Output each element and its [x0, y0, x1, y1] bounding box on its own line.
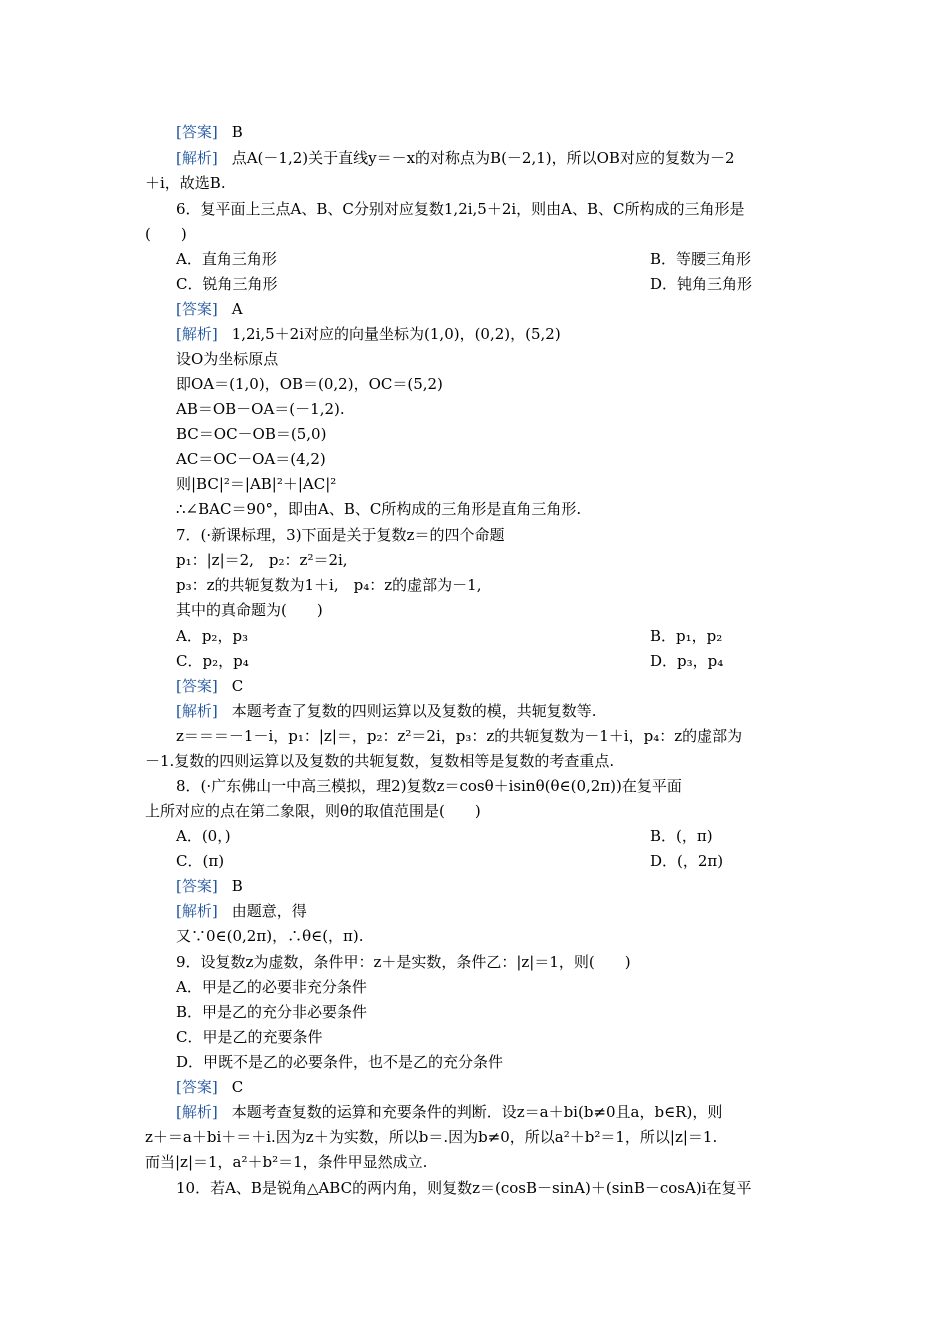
q9-analysis-line — [176, 1102, 841, 1122]
q9-analysis-l3: 而当|z|＝1，a²＋b²＝1，条件甲显然成立. — [145, 1153, 428, 1171]
q6-analysis-l6: AC＝OC－OA＝(4,2) — [176, 450, 326, 468]
q6-analysis-l7: 则|BC|²＝|AB|²＋|AC|² — [176, 475, 337, 493]
q7-analysis-l2: z＝＝＝－1－i，p₁：|z|＝，p₂：z²＝2i，p₃：z的共轭复数为－1＋i，p₄：z的虚部为 — [176, 727, 743, 745]
q5-analysis-line — [176, 148, 841, 168]
q6-analysis-l4: AB＝OB－OA＝(－1,2). — [176, 400, 345, 418]
q6-analysis-text: 1,2i,5＋2i对应的向量坐标为(1,0)，(0,2)，(5,2) — [231, 325, 561, 343]
q7-options-row-2 — [176, 651, 841, 671]
analysis-tag: [解析] — [176, 902, 218, 920]
q6-option-b: B．等腰三角形 — [650, 250, 752, 268]
q8-analysis-text: 由题意，得 — [231, 902, 307, 920]
q6-option-c: C．锐角三角形 — [176, 275, 278, 293]
q8-option-d: D．(，2π) — [650, 852, 724, 870]
q5-analysis-text: 点A(－1,2)关于直线y＝－x的对称点为B(－2,1)，所以OB对应的复数为－2 — [231, 149, 735, 167]
q7-option-d: D．p₃，p₄ — [650, 652, 724, 670]
q9-stem: 9．设复数z为虚数，条件甲：z＋是实数，条件乙：|z|＝1，则( ) — [176, 953, 631, 971]
q6-options-row-2 — [176, 274, 841, 294]
q8-option-b: B．(，π) — [650, 827, 713, 845]
q7-stem: 7．(·新课标理，3)下面是关于复数z＝的四个命题 — [176, 526, 505, 544]
q5-answer: B — [231, 123, 243, 141]
q9-analysis-text: 本题考查复数的运算和充要条件的判断．设z＝a＋bi(b≠0且a，b∈R)，则 — [231, 1103, 723, 1121]
q7-option-b: B．p₁，p₂ — [650, 627, 723, 645]
analysis-tag: [解析] — [176, 702, 218, 720]
q8-analysis-l2: 又∵0∈(0,2π)，∴θ∈(，π). — [176, 927, 364, 945]
answer-tag: [答案] — [176, 1078, 218, 1096]
q9-answer-line — [176, 1077, 841, 1097]
q5-analysis-cont: ＋i，故选B. — [145, 174, 226, 192]
q6-analysis-l3: 即OA＝(1,0)，OB＝(0,2)，OC＝(5,2) — [176, 375, 443, 393]
q6-answer: A — [231, 300, 243, 318]
q6-analysis-l5: BC＝OC－OB＝(5,0) — [176, 425, 327, 443]
q6-option-d: D．钝角三角形 — [650, 275, 753, 293]
q9-option-a: A．甲是乙的必要非充分条件 — [176, 978, 367, 996]
q8-option-c: C．(π) — [176, 852, 225, 870]
answer-tag: [答案] — [176, 677, 218, 695]
q6-options-row-1 — [176, 249, 841, 269]
q8-options-row-1 — [176, 826, 841, 846]
q9-option-d: D．甲既不是乙的必要条件，也不是乙的充分条件 — [176, 1053, 504, 1071]
answer-tag: [答案] — [176, 123, 218, 141]
q7-option-a: A．p₂，p₃ — [176, 627, 249, 645]
q6-analysis-line — [176, 324, 841, 344]
q7-stem-l4: 其中的真命题为( ) — [176, 601, 323, 619]
q9-analysis-l2: z＋＝a＋bi＋＝＋i.因为z＋为实数，所以b＝.因为b≠0，所以a²＋b²＝1，所以|z|＝1. — [145, 1128, 718, 1146]
q8-stem: 8．(·广东佛山一中高三模拟，理2)复数z＝cosθ＋isinθ(θ∈(0,2π))在复平面 — [176, 777, 682, 795]
q6-analysis-l8: ∴∠BAC＝90°，即由A、B、C所构成的三角形是直角三角形. — [176, 500, 582, 518]
q8-analysis-line — [176, 901, 841, 921]
q7-option-c: C．p₂，p₄ — [176, 652, 249, 670]
q9-option-b: B．甲是乙的充分非必要条件 — [176, 1003, 368, 1021]
q8-options-row-2 — [176, 851, 841, 871]
answer-tag: [答案] — [176, 877, 218, 895]
q8-answer: B — [231, 877, 243, 895]
q8-stem-cont: 上所对应的点在第二象限，则θ的取值范围是( ) — [145, 802, 481, 820]
answer-tag: [答案] — [176, 300, 218, 318]
q6-stem: 6．复平面上三点A、B、C分别对应复数1,2i,5＋2i，则由A、B、C所构成的三角形是 — [176, 200, 745, 218]
q9-option-c: C．甲是乙的充要条件 — [176, 1028, 323, 1046]
q9-answer: C — [231, 1078, 244, 1096]
q7-stem-l3: p₃：z的共轭复数为1＋i, p₄：z的虚部为－1, — [176, 576, 482, 594]
q6-answer-line — [176, 299, 841, 319]
analysis-tag: [解析] — [176, 325, 218, 343]
q7-analysis-l3: －1.复数的四则运算以及复数的共轭复数，复数相等是复数的考查重点. — [145, 752, 615, 770]
analysis-tag: [解析] — [176, 149, 218, 167]
q8-answer-line — [176, 876, 841, 896]
q7-options-row-1 — [176, 626, 841, 646]
q6-analysis-l2: 设O为坐标原点 — [176, 350, 279, 368]
q7-answer: C — [231, 677, 244, 695]
q7-answer-line — [176, 676, 841, 696]
q5-answer-line — [176, 122, 841, 142]
q10-stem: 10．若A、B是锐角△ABC的两内角，则复数z＝(cosB－sinA)＋(sinB－cosA)i在复平 — [176, 1179, 752, 1197]
q8-option-a: A．(0，) — [176, 827, 231, 845]
analysis-tag: [解析] — [176, 1103, 218, 1121]
q7-stem-l2: p₁：|z|＝2, p₂：z²＝2i, — [176, 551, 348, 569]
q7-analysis-line — [176, 701, 841, 721]
q6-option-a: A．直角三角形 — [176, 250, 277, 268]
q7-analysis-text: 本题考查了复数的四则运算以及复数的模，共轭复数等. — [231, 702, 597, 720]
q6-stem-cont: ( ) — [145, 225, 187, 243]
